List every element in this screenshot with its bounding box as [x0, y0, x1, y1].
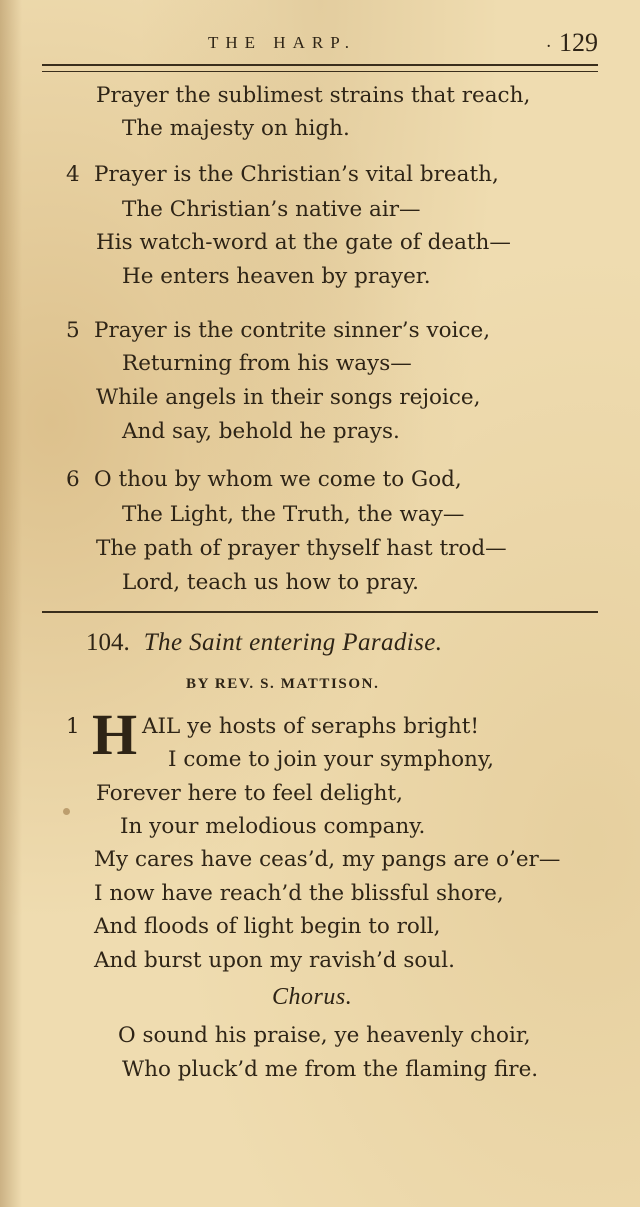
verse-line: O thou by whom we come to God, — [94, 467, 462, 492]
header-dot: . — [546, 32, 552, 52]
stanza-number: 4 — [66, 162, 80, 187]
verse-line: The path of prayer thyself hast trod— — [96, 536, 507, 561]
verse-line: Prayer the sublimest strains that reach, — [96, 83, 531, 108]
hymn-heading — [86, 627, 442, 659]
verse-line: Lord, teach us how to pray. — [122, 570, 419, 595]
verse-line: His watch-word at the gate of death— — [96, 230, 511, 255]
verse-line: Prayer is the Christian’s vital breath, — [94, 162, 499, 187]
section-rule — [42, 611, 598, 613]
page-number: 129 — [559, 28, 598, 57]
verse-line: Returning from his ways— — [122, 351, 412, 376]
verse-line: The Christian’s native air— — [122, 197, 421, 222]
verse-line: And burst upon my ravish’d soul. — [94, 948, 455, 973]
stanza-number: 1 — [66, 714, 80, 739]
verse-line: I now have reach’d the blissful shore, — [94, 881, 504, 906]
drop-cap: H — [92, 702, 138, 767]
stanza-number: 5 — [66, 318, 80, 343]
verse-line: I come to join your symphony, — [168, 747, 494, 772]
ink-spot — [63, 808, 70, 815]
verse-line: The majesty on high. — [122, 116, 350, 141]
running-title: THE HARP. — [208, 33, 357, 52]
verse-line: In your melodious company. — [120, 814, 426, 839]
verse-line: Forever here to feel delight, — [96, 781, 403, 806]
hymn-author: BY REV. S. MATTISON. — [186, 676, 380, 692]
verse-line: While angels in their songs rejoice, — [96, 385, 481, 410]
verse-line: He enters heaven by prayer. — [122, 264, 431, 289]
verse-line: The Light, the Truth, the way— — [122, 502, 465, 527]
verse-line: Prayer is the contrite sinner’s voice, — [94, 318, 491, 343]
hymn-number: 104. — [86, 629, 130, 656]
verse-line: AIL ye hosts of seraphs bright! — [142, 714, 480, 739]
hymn-title: The Saint entering Paradise. — [143, 629, 443, 656]
stanza-number: 6 — [66, 467, 80, 492]
header-rule — [42, 64, 598, 72]
verse-line: And floods of light begin to roll, — [94, 914, 441, 939]
chorus-line: O sound his praise, ye heavenly choir, — [118, 1023, 531, 1048]
chorus-line: Who pluck’d me from the flaming fire. — [122, 1057, 539, 1082]
verse-line: My cares have ceas’d, my pangs are o’er— — [94, 847, 561, 872]
running-header — [42, 30, 598, 60]
verse-line: And say, behold he prays. — [122, 419, 400, 444]
chorus-label: Chorus. — [272, 984, 353, 1010]
